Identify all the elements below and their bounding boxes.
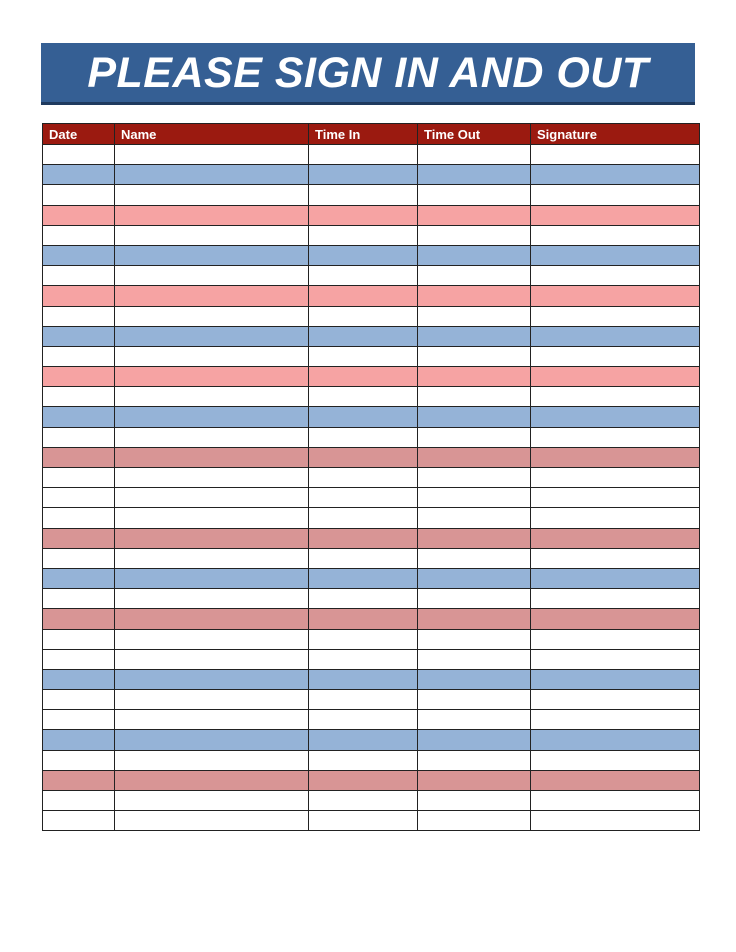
column-header-date: Date: [43, 124, 115, 145]
time-out-cell[interactable]: [418, 447, 531, 467]
time-in-cell[interactable]: [309, 649, 418, 669]
date-cell[interactable]: [43, 225, 115, 245]
time-out-cell[interactable]: [418, 185, 531, 205]
signature-cell[interactable]: [531, 447, 700, 467]
name-cell[interactable]: [115, 367, 309, 387]
date-cell[interactable]: [43, 306, 115, 326]
table-row: [43, 367, 700, 387]
signature-cell[interactable]: [531, 468, 700, 488]
signature-cell[interactable]: [531, 205, 700, 225]
table-row: [43, 266, 700, 286]
table-row: [43, 710, 700, 730]
time-in-cell[interactable]: [309, 548, 418, 568]
column-header-signature: Signature: [531, 124, 700, 145]
time-out-cell[interactable]: [418, 205, 531, 225]
table-row: [43, 548, 700, 568]
signature-cell[interactable]: [531, 770, 700, 790]
table-row: [43, 649, 700, 669]
date-cell[interactable]: [43, 165, 115, 185]
signature-cell[interactable]: [531, 649, 700, 669]
time-in-cell[interactable]: [309, 447, 418, 467]
time-out-cell[interactable]: [418, 326, 531, 346]
time-out-cell[interactable]: [418, 245, 531, 265]
date-cell[interactable]: [43, 669, 115, 689]
signature-cell[interactable]: [531, 367, 700, 387]
time-in-cell[interactable]: [309, 387, 418, 407]
name-cell[interactable]: [115, 730, 309, 750]
time-out-cell[interactable]: [418, 407, 531, 427]
table-row: [43, 225, 700, 245]
table-row: [43, 488, 700, 508]
table-row: [43, 468, 700, 488]
time-out-cell[interactable]: [418, 649, 531, 669]
signature-cell[interactable]: [531, 427, 700, 447]
time-in-cell[interactable]: [309, 609, 418, 629]
time-out-cell[interactable]: [418, 669, 531, 689]
time-in-cell[interactable]: [309, 468, 418, 488]
signature-cell[interactable]: [531, 811, 700, 831]
time-out-cell[interactable]: [418, 770, 531, 790]
name-cell[interactable]: [115, 266, 309, 286]
time-out-cell[interactable]: [418, 145, 531, 165]
date-cell[interactable]: [43, 387, 115, 407]
time-out-cell[interactable]: [418, 286, 531, 306]
date-cell[interactable]: [43, 791, 115, 811]
name-cell[interactable]: [115, 750, 309, 770]
time-out-cell[interactable]: [418, 427, 531, 447]
time-out-cell[interactable]: [418, 306, 531, 326]
time-in-cell[interactable]: [309, 508, 418, 528]
table-body: [43, 145, 700, 831]
date-cell[interactable]: [43, 185, 115, 205]
date-cell[interactable]: [43, 245, 115, 265]
table-row: [43, 387, 700, 407]
time-in-cell[interactable]: [309, 306, 418, 326]
table-row: [43, 145, 700, 165]
title-banner: [41, 43, 695, 105]
time-in-cell[interactable]: [309, 770, 418, 790]
date-cell[interactable]: [43, 710, 115, 730]
time-out-cell[interactable]: [418, 266, 531, 286]
name-cell[interactable]: [115, 649, 309, 669]
table-row: [43, 447, 700, 467]
time-out-cell[interactable]: [418, 367, 531, 387]
time-in-cell[interactable]: [309, 488, 418, 508]
table-row: [43, 165, 700, 185]
time-in-cell[interactable]: [309, 730, 418, 750]
time-in-cell[interactable]: [309, 710, 418, 730]
signature-cell[interactable]: [531, 589, 700, 609]
signature-cell[interactable]: [531, 306, 700, 326]
date-cell[interactable]: [43, 609, 115, 629]
signature-cell[interactable]: [531, 266, 700, 286]
table-row: [43, 286, 700, 306]
table-row: [43, 528, 700, 548]
time-out-cell[interactable]: [418, 609, 531, 629]
signature-cell[interactable]: [531, 185, 700, 205]
signature-cell[interactable]: [531, 690, 700, 710]
date-cell[interactable]: [43, 770, 115, 790]
name-cell[interactable]: [115, 185, 309, 205]
time-out-cell[interactable]: [418, 568, 531, 588]
date-cell[interactable]: [43, 145, 115, 165]
signature-cell[interactable]: [531, 710, 700, 730]
date-cell[interactable]: [43, 205, 115, 225]
signature-cell[interactable]: [531, 165, 700, 185]
table-row: [43, 629, 700, 649]
date-cell[interactable]: [43, 690, 115, 710]
table-row: [43, 811, 700, 831]
time-out-cell[interactable]: [418, 548, 531, 568]
date-cell[interactable]: [43, 427, 115, 447]
date-cell[interactable]: [43, 407, 115, 427]
date-cell[interactable]: [43, 346, 115, 366]
table-row: [43, 589, 700, 609]
time-in-cell[interactable]: [309, 528, 418, 548]
table-row: [43, 306, 700, 326]
table-row: [43, 407, 700, 427]
table-header-row: [43, 124, 700, 145]
name-cell[interactable]: [115, 791, 309, 811]
time-in-cell[interactable]: [309, 205, 418, 225]
signature-cell[interactable]: [531, 326, 700, 346]
table-row: [43, 770, 700, 790]
time-out-cell[interactable]: [418, 488, 531, 508]
time-out-cell[interactable]: [418, 468, 531, 488]
time-in-cell[interactable]: [309, 367, 418, 387]
name-cell[interactable]: [115, 225, 309, 245]
signature-cell[interactable]: [531, 528, 700, 548]
time-in-cell[interactable]: [309, 326, 418, 346]
date-cell[interactable]: [43, 266, 115, 286]
date-cell[interactable]: [43, 750, 115, 770]
name-cell[interactable]: [115, 326, 309, 346]
time-out-cell[interactable]: [418, 225, 531, 245]
sign-in-table: [42, 123, 700, 831]
date-cell[interactable]: [43, 649, 115, 669]
signature-cell[interactable]: [531, 568, 700, 588]
name-cell[interactable]: [115, 165, 309, 185]
signature-cell[interactable]: [531, 346, 700, 366]
signature-cell[interactable]: [531, 488, 700, 508]
date-cell[interactable]: [43, 286, 115, 306]
table-row: [43, 508, 700, 528]
table-row: [43, 326, 700, 346]
name-cell[interactable]: [115, 609, 309, 629]
time-in-cell[interactable]: [309, 145, 418, 165]
time-in-cell[interactable]: [309, 245, 418, 265]
date-cell[interactable]: [43, 468, 115, 488]
time-out-cell[interactable]: [418, 387, 531, 407]
time-out-cell[interactable]: [418, 791, 531, 811]
date-cell[interactable]: [43, 568, 115, 588]
name-cell[interactable]: [115, 508, 309, 528]
name-cell[interactable]: [115, 568, 309, 588]
time-in-cell[interactable]: [309, 669, 418, 689]
time-out-cell[interactable]: [418, 690, 531, 710]
date-cell[interactable]: [43, 326, 115, 346]
table-row: [43, 205, 700, 225]
name-cell[interactable]: [115, 306, 309, 326]
time-in-cell[interactable]: [309, 629, 418, 649]
name-cell[interactable]: [115, 427, 309, 447]
time-in-cell[interactable]: [309, 185, 418, 205]
name-cell[interactable]: [115, 548, 309, 568]
time-in-cell[interactable]: [309, 286, 418, 306]
time-out-cell[interactable]: [418, 811, 531, 831]
time-in-cell[interactable]: [309, 690, 418, 710]
time-in-cell[interactable]: [309, 589, 418, 609]
time-in-cell[interactable]: [309, 407, 418, 427]
time-in-cell[interactable]: [309, 750, 418, 770]
table-row: [43, 346, 700, 366]
name-cell[interactable]: [115, 346, 309, 366]
column-header-name: Name: [115, 124, 309, 145]
name-cell[interactable]: [115, 811, 309, 831]
date-cell[interactable]: [43, 488, 115, 508]
time-in-cell[interactable]: [309, 346, 418, 366]
signature-cell[interactable]: [531, 286, 700, 306]
name-cell[interactable]: [115, 205, 309, 225]
page-title: PLEASE SIGN IN AND OUT: [87, 49, 649, 97]
name-cell[interactable]: [115, 669, 309, 689]
time-out-cell[interactable]: [418, 629, 531, 649]
table-row: [43, 730, 700, 750]
column-header-time-out: Time Out: [418, 124, 531, 145]
time-out-cell[interactable]: [418, 346, 531, 366]
date-cell[interactable]: [43, 447, 115, 467]
date-cell[interactable]: [43, 548, 115, 568]
time-in-cell[interactable]: [309, 791, 418, 811]
name-cell[interactable]: [115, 245, 309, 265]
date-cell[interactable]: [43, 629, 115, 649]
table-row: [43, 185, 700, 205]
table-row: [43, 750, 700, 770]
signature-cell[interactable]: [531, 225, 700, 245]
table-row: [43, 245, 700, 265]
name-cell[interactable]: [115, 589, 309, 609]
table-row: [43, 427, 700, 447]
table-row: [43, 609, 700, 629]
time-out-cell[interactable]: [418, 710, 531, 730]
table-row: [43, 669, 700, 689]
name-cell[interactable]: [115, 770, 309, 790]
column-header-time-in: Time In: [309, 124, 418, 145]
signature-cell[interactable]: [531, 387, 700, 407]
date-cell[interactable]: [43, 367, 115, 387]
time-out-cell[interactable]: [418, 750, 531, 770]
table-row: [43, 690, 700, 710]
time-out-cell[interactable]: [418, 528, 531, 548]
signature-cell[interactable]: [531, 750, 700, 770]
name-cell[interactable]: [115, 407, 309, 427]
name-cell[interactable]: [115, 387, 309, 407]
date-cell[interactable]: [43, 811, 115, 831]
date-cell[interactable]: [43, 508, 115, 528]
signature-cell[interactable]: [531, 629, 700, 649]
name-cell[interactable]: [115, 690, 309, 710]
signature-cell[interactable]: [531, 548, 700, 568]
name-cell[interactable]: [115, 488, 309, 508]
name-cell[interactable]: [115, 629, 309, 649]
signature-cell[interactable]: [531, 407, 700, 427]
signature-cell[interactable]: [531, 145, 700, 165]
name-cell[interactable]: [115, 528, 309, 548]
table-row: [43, 791, 700, 811]
signature-cell[interactable]: [531, 791, 700, 811]
name-cell[interactable]: [115, 468, 309, 488]
signature-cell[interactable]: [531, 508, 700, 528]
time-out-cell[interactable]: [418, 508, 531, 528]
time-in-cell[interactable]: [309, 165, 418, 185]
time-out-cell[interactable]: [418, 589, 531, 609]
signature-cell[interactable]: [531, 730, 700, 750]
date-cell[interactable]: [43, 730, 115, 750]
name-cell[interactable]: [115, 286, 309, 306]
date-cell[interactable]: [43, 528, 115, 548]
time-in-cell[interactable]: [309, 225, 418, 245]
name-cell[interactable]: [115, 447, 309, 467]
time-in-cell[interactable]: [309, 266, 418, 286]
time-in-cell[interactable]: [309, 811, 418, 831]
signature-cell[interactable]: [531, 245, 700, 265]
time-in-cell[interactable]: [309, 427, 418, 447]
table-row: [43, 568, 700, 588]
date-cell[interactable]: [43, 589, 115, 609]
name-cell[interactable]: [115, 710, 309, 730]
name-cell[interactable]: [115, 145, 309, 165]
time-out-cell[interactable]: [418, 730, 531, 750]
signature-cell[interactable]: [531, 669, 700, 689]
time-out-cell[interactable]: [418, 165, 531, 185]
time-in-cell[interactable]: [309, 568, 418, 588]
signature-cell[interactable]: [531, 609, 700, 629]
